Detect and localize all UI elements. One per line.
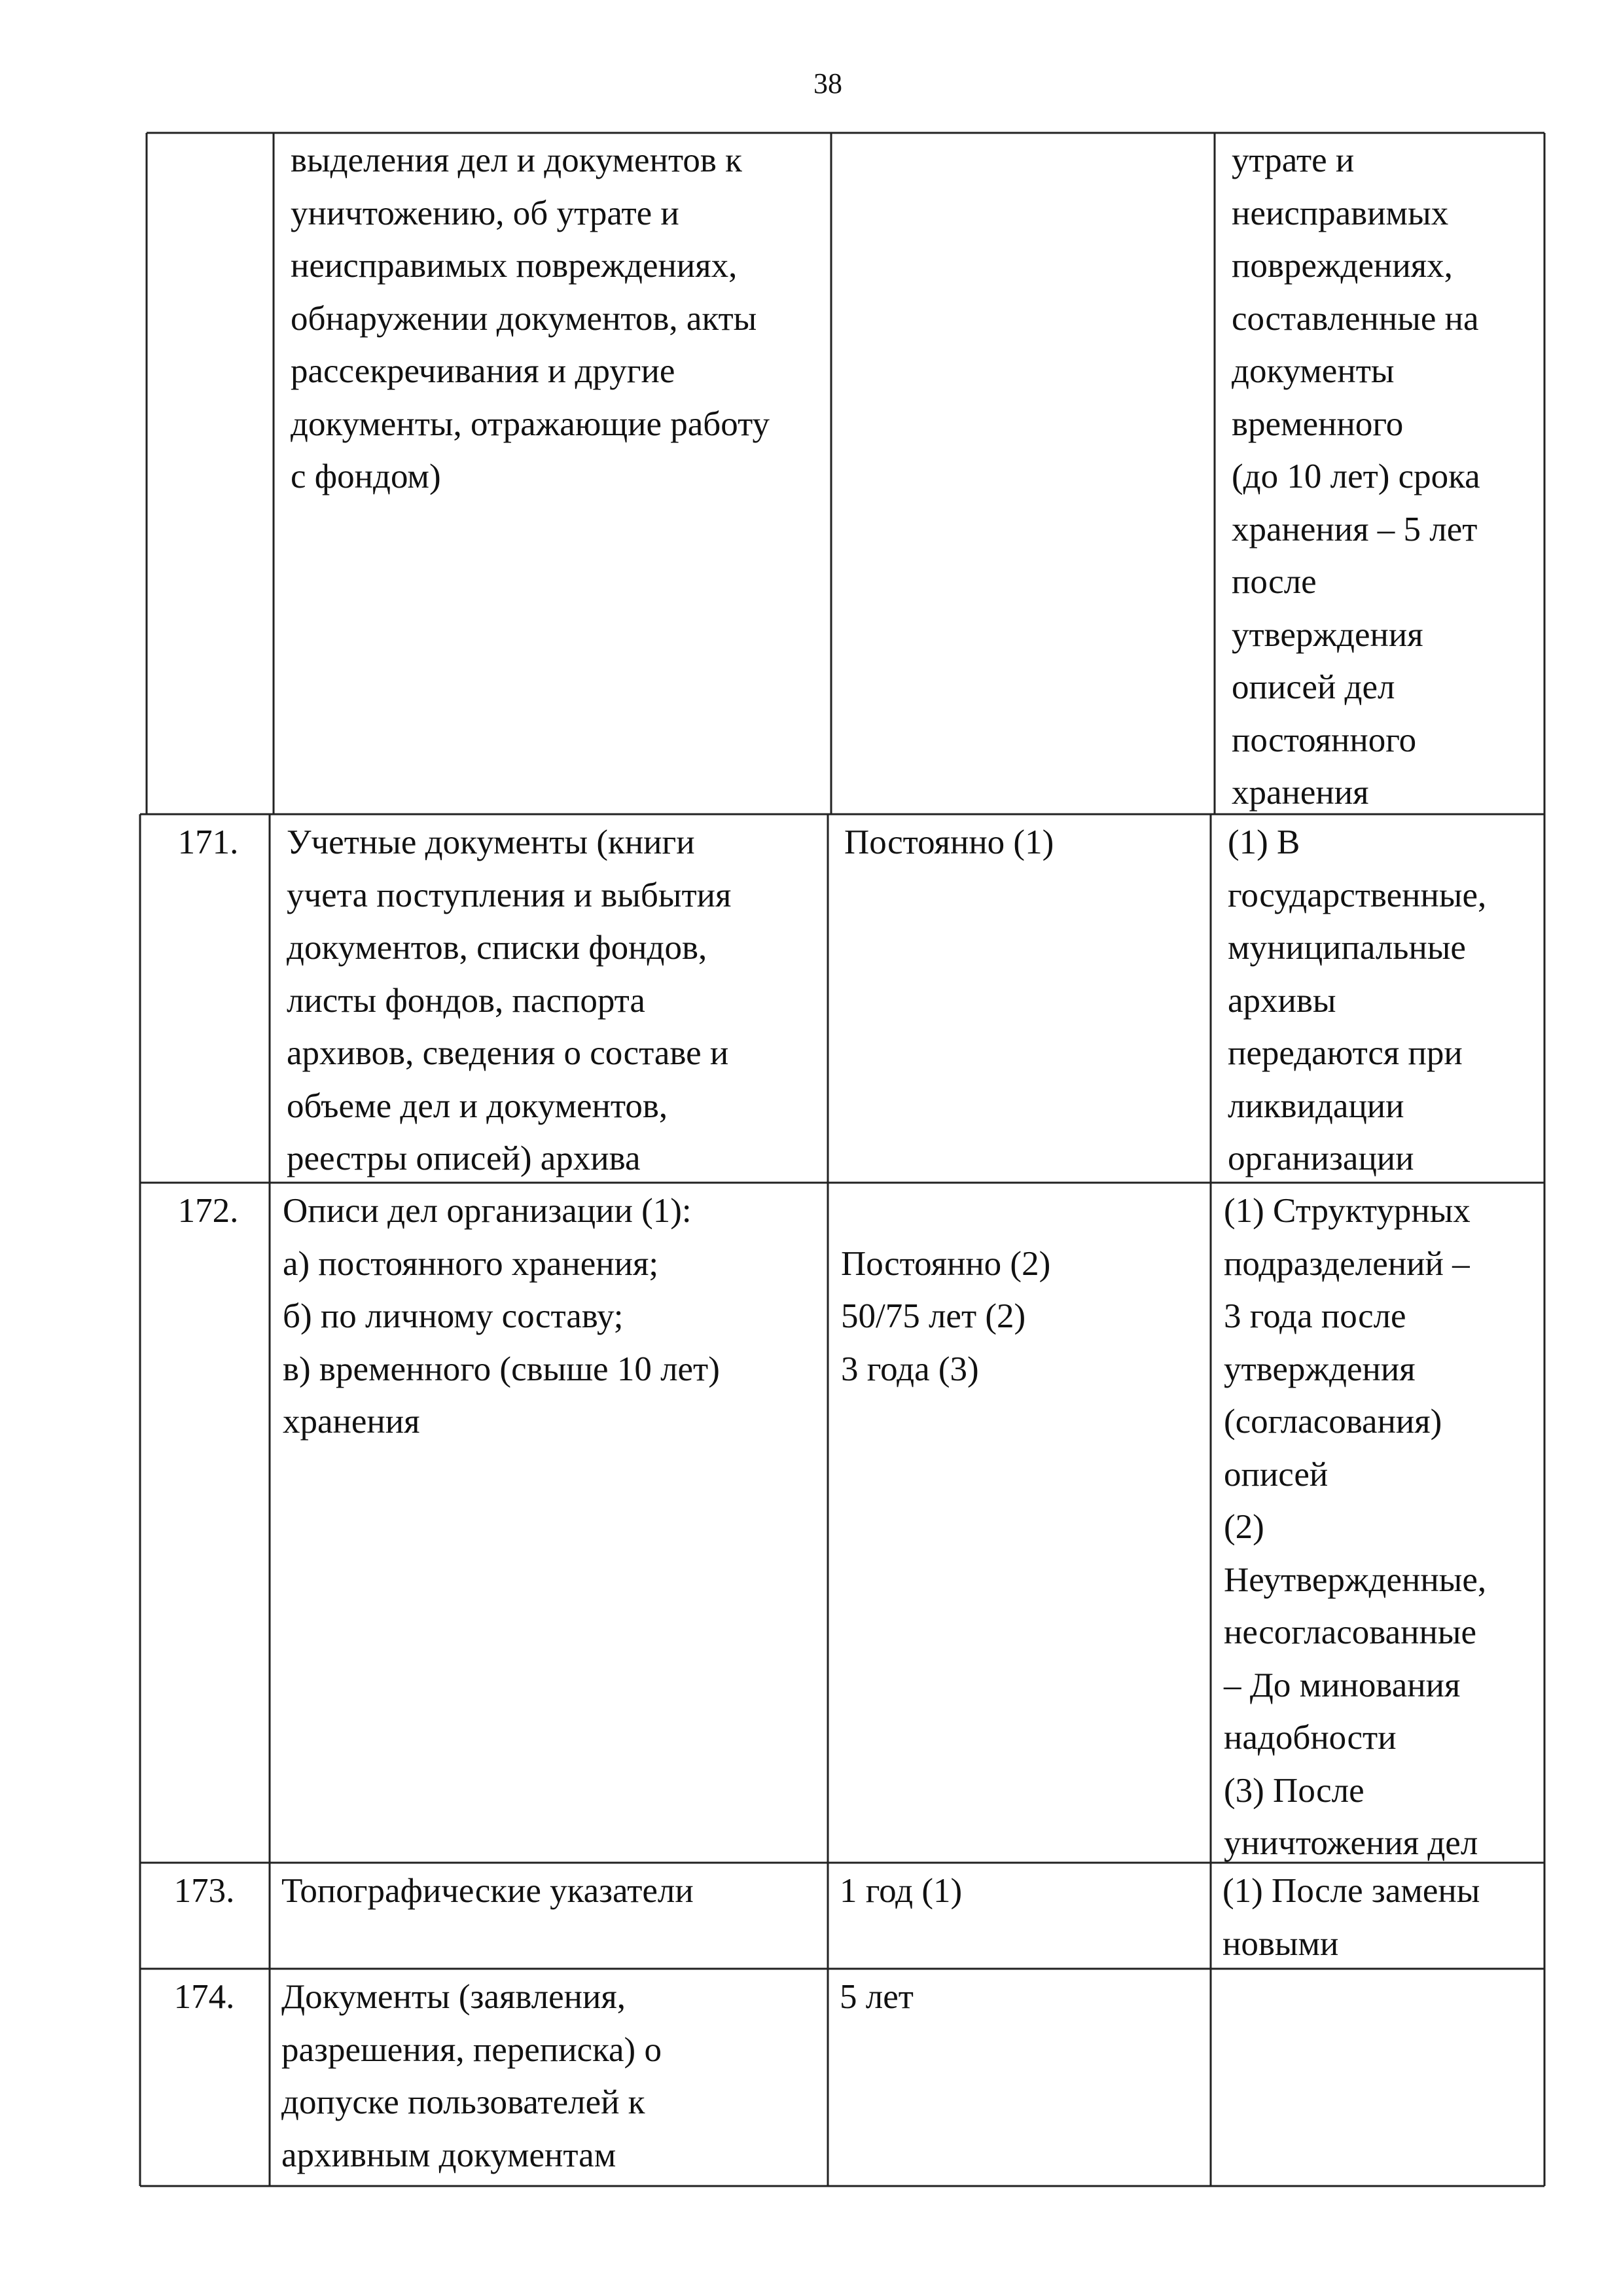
notes-cell: (1) В государственные, муниципальные архивы передаются при ликвидации организации [1228, 823, 1487, 1177]
page-number: 38 [813, 67, 842, 99]
term-cell: 1 год (1) [840, 1872, 963, 1910]
term-cell: Постоянно (2) 50/75 лет (2) 3 года (3) [841, 1244, 1051, 1388]
notes-cell: утрате и неисправимых повреждениях, составленные на документы временного (до 10 лет) срока хранения – 5 лет после утверждения описей дел постоянного хранения [1232, 141, 1480, 812]
description-cell: Документы (заявления, разрешения, переписка) о допуске пользователей к архивным документам [281, 1978, 662, 2174]
row-number-cell: 172. [177, 1192, 239, 1230]
notes-cell: (1) Структурных подразделений – 3 года после утверждения (согласования) описей (2) Неутвержденные, несогласованные – До минования надобности (3) После уничтожения дел [1224, 1192, 1487, 1862]
term-cell: 5 лет [840, 1978, 914, 2016]
notes-cell: (1) После замены новыми [1222, 1872, 1480, 1963]
description-cell: Описи дел организации (1): а) постоянного хранения; б) по личному составу; в) временного (свыше 10 лет) хранения [283, 1192, 720, 1441]
row-number-cell: 174. [173, 1978, 235, 2016]
description-cell: выделения дел и документов к уничтожению, об утрате и неисправимых повреждениях, обнаружении документов, акты рассекречивания и другие документы, отражающие работу с фондом) [291, 141, 770, 495]
description-cell: Учетные документы (книги учета поступления и выбытия документов, списки фондов, листы фондов, паспорта архивов, сведения о составе и объеме дел и документов, реестры описей) архива [287, 823, 732, 1177]
row-number-cell: 173. [173, 1872, 235, 1910]
description-cell: Топографические указатели [281, 1872, 694, 1910]
row-number-cell: 171. [177, 823, 239, 861]
term-cell: Постоянно (1) [844, 823, 1054, 861]
